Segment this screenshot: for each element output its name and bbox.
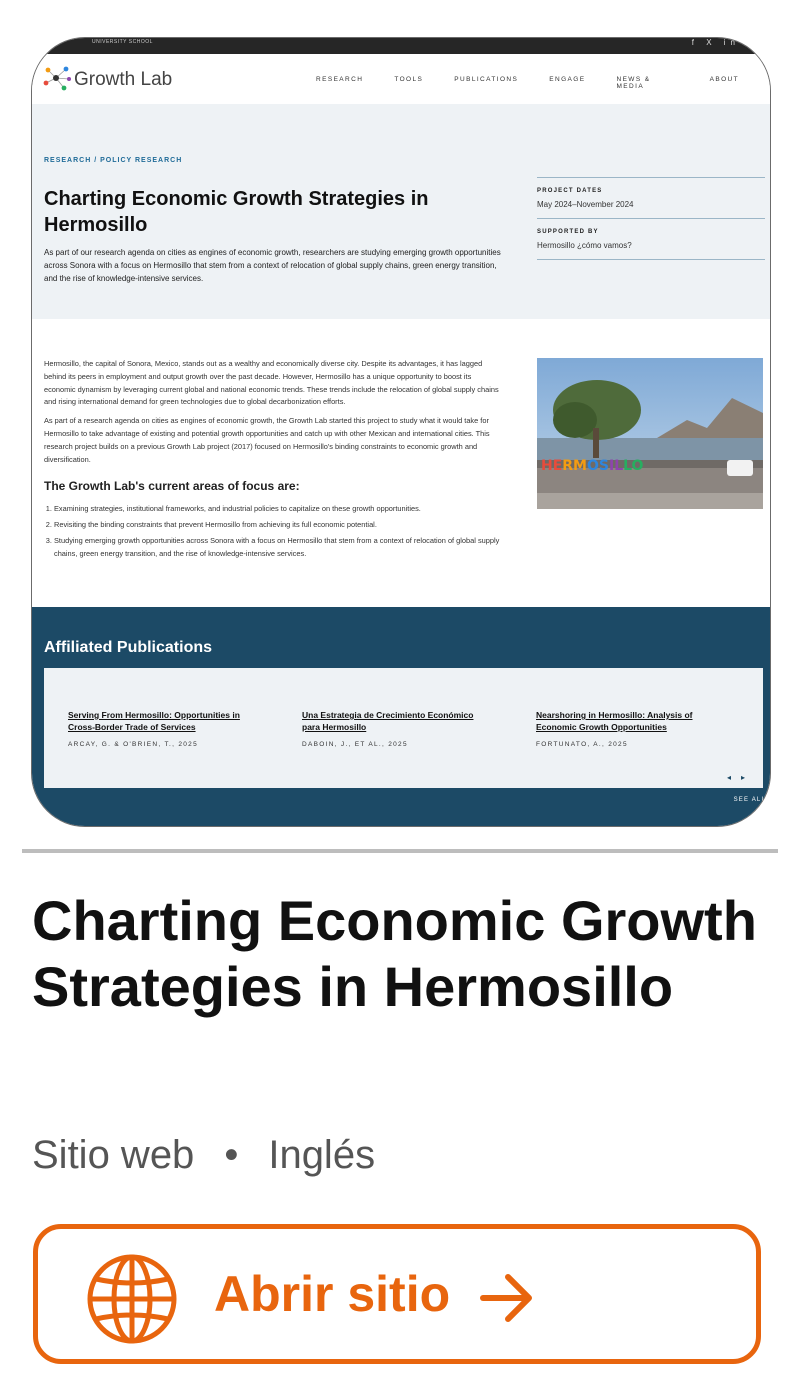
logo-text[interactable]: Growth Lab — [74, 69, 173, 90]
globe-icon — [86, 1253, 178, 1345]
publication-authors: ARCAY, G. & O'BRIEN, T., 2025 — [68, 741, 198, 748]
publication-authors: DABOIN, J., ET AL., 2025 — [302, 741, 408, 748]
site-navigation — [32, 54, 770, 104]
publication-item[interactable] — [68, 709, 258, 748]
social-icons: f X in — [691, 38, 740, 47]
supported-by[interactable]: Hermosillo ¿cómo vamos? — [537, 241, 632, 250]
focus-heading: The Growth Lab's current areas of focus are: — [44, 479, 300, 494]
top-bar — [32, 38, 770, 54]
project-body — [44, 358, 500, 563]
publication-item[interactable] — [536, 709, 726, 748]
project-hero — [32, 104, 770, 319]
photo-sign: HERMOSILLO — [541, 458, 644, 474]
arrow-right-icon — [478, 1269, 536, 1327]
project-lead: As part of our research agenda on cities as engines of economic growth, researchers are studying emerging growth opportunities across Sonora with a focus on Hermosillo that stem from a context of relocation of global supply chains, green energy transition, and the rise of knowledge-intensive services. — [44, 248, 501, 283]
body-paragraph: As part of a research agenda on cities as engines of economic growth, the Growth Lab started this project to study what it would take for Hermosillo to take advantage of existing and potential growth opportunities and catch up with other Mexican and international cities. This research project builds on a previous Growth Lab project (2017) focused on Hermosillo's binding constraints to economic growth and diversification. — [44, 416, 490, 464]
project-meta — [537, 177, 765, 260]
nav-news-media[interactable]: NEWS & MEDIA — [616, 76, 651, 90]
resource-title: Charting Economic Growth Strategies in Hermosillo — [32, 889, 757, 1018]
list-item: 3. Studying emerging growth opportunities across Sonora with a focus on Hermosillo that stem from a context of relocation of global supply chains, green energy transition, and the rise of knowledge-intensive services. — [54, 535, 500, 561]
divider — [22, 849, 778, 853]
carousel-arrows-icon[interactable]: ◂▸ — [726, 773, 755, 782]
nav-publications[interactable]: PUBLICATIONS — [454, 76, 519, 83]
breadcrumb[interactable]: RESEARCH / POLICY RESEARCH — [44, 157, 183, 164]
nav-engage[interactable]: ENGAGE — [549, 76, 586, 83]
focus-list — [44, 503, 500, 560]
website-screenshot — [31, 37, 771, 827]
nav-tools[interactable]: TOOLS — [394, 76, 424, 83]
publication-item[interactable] — [302, 709, 492, 748]
hermosillo-photo — [537, 358, 763, 509]
publication-title[interactable]: Una Estrategia de Crecimiento Económico para Hermosillo — [302, 710, 474, 732]
list-item: 1. Examining strategies, institutional frameworks, and industrial policies to capitalize on these growth opportunities. — [54, 503, 500, 516]
publications-carousel — [44, 668, 763, 788]
nav-about[interactable]: ABOUT — [709, 76, 739, 83]
supported-by-label: SUPPORTED BY — [537, 229, 599, 235]
project-dates: May 2024–November 2024 — [537, 200, 634, 209]
nav-research[interactable]: RESEARCH — [316, 76, 364, 83]
publication-title[interactable]: Serving From Hermosillo: Opportunities in Cross-Border Trade of Services — [68, 710, 240, 732]
open-site-button[interactable] — [33, 1224, 761, 1364]
publication-title[interactable]: Nearshoring in Hermosillo: Analysis of Economic Growth Opportunities — [536, 710, 693, 732]
separator-dot: • — [224, 1133, 239, 1177]
affiliated-publications — [32, 607, 770, 826]
resource-meta — [32, 1133, 375, 1178]
see-all-link[interactable]: SEE ALL — [733, 797, 766, 803]
body-paragraph: Hermosillo, the capital of Sonora, Mexico, stands out as a wealthy and economically diverse city. Despite its advantages, it has lagged behind its peers in employment and output growth over the past decade. However, Hermosillo has a unique opportunity to boost its economic dynamism by leveraging current global and national economic trends. These trends include the relocation of global supply chains and rising international demand for green technologies due to global decarbonization efforts. — [44, 359, 499, 407]
nav-links — [316, 76, 770, 90]
project-title: Charting Economic Growth Strategies in Hermosillo — [44, 188, 429, 236]
open-site-label[interactable]: Abrir sitio — [214, 1266, 451, 1322]
publication-authors: FORTUNATO, A., 2025 — [536, 741, 628, 748]
list-item: 2. Revisiting the binding constraints that prevent Hermosillo from achieving its full economic potential. — [54, 519, 500, 532]
project-dates-label: PROJECT DATES — [537, 188, 603, 194]
publications-title: Affiliated Publications — [44, 639, 213, 656]
resource-language: Inglés — [268, 1133, 376, 1177]
resource-type: Sitio web — [32, 1133, 195, 1177]
school-label: UNIVERSITY SCHOOL — [92, 39, 153, 45]
